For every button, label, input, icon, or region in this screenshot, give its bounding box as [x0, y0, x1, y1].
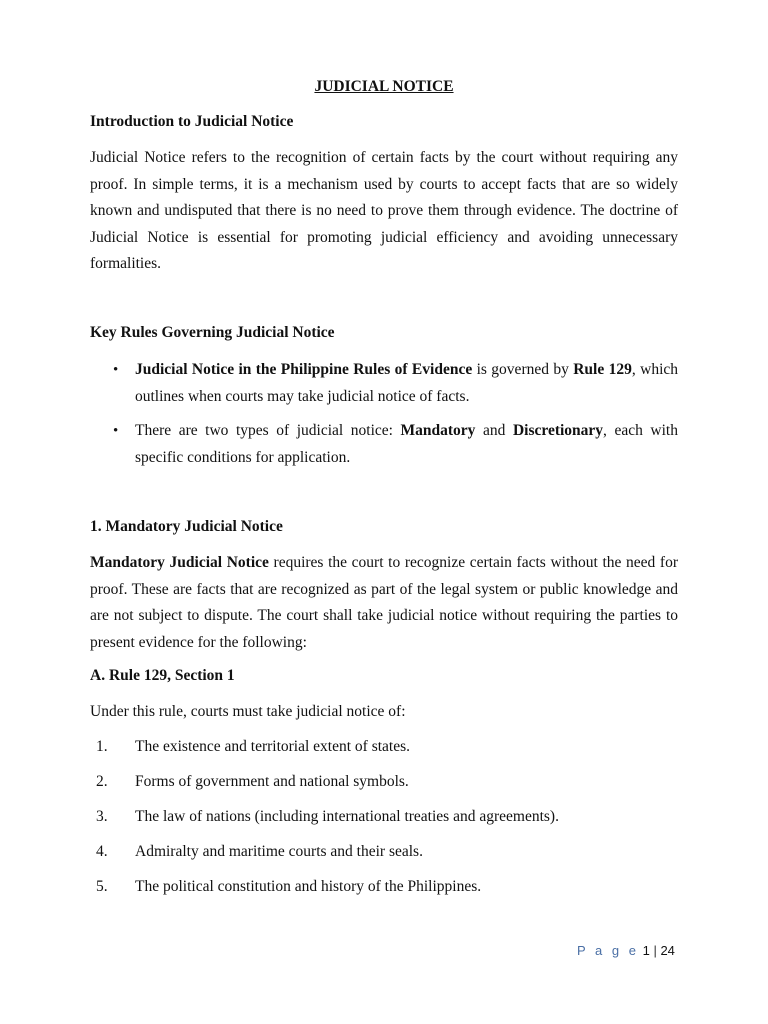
intro-paragraph: Judicial Notice refers to the recognition of certain facts by the court without requiring any proof. In simple terms, it is a mechanism used by courts to accept facts that are so widely known and undisputed that there is no need to prove them through evidence. The doctrine of Judicial Notice is essential for promoting judicial efficiency and avoiding unnecessary formalities.: [90, 149, 678, 272]
total-pages: 24: [660, 943, 675, 958]
list-item: 2. Forms of government and national symbols.: [96, 773, 409, 790]
section-a-lead: Under this rule, courts must take judicial notice of:: [90, 703, 406, 720]
mandatory-paragraph: Mandatory Judicial Notice requires the court to recognize certain facts without the need for proof. These are facts that are recognized as part of the legal system or public knowledge and are not subject to dispute. The court shall take judicial notice without requiring the parties to present evidence for the following:: [90, 554, 678, 651]
intro-heading: Introduction to Judicial Notice: [90, 113, 294, 130]
bullet-bold-text: Judicial Notice in the Philippine Rules of Evidence: [135, 361, 473, 378]
list-item: 4. Admiralty and maritime courts and their seals.: [96, 843, 423, 860]
bullet-rule-129: • Judicial Notice in the Philippine Rules of Evidence is governed by Rule 129, which outlines when courts may take judicial notice of facts.: [135, 357, 678, 410]
key-rules-heading: Key Rules Governing Judicial Notice: [90, 324, 335, 341]
bullet-icon: •: [113, 423, 119, 439]
list-item: 3. The law of nations (including international treaties and agreements).: [96, 808, 559, 825]
page-separator: |: [649, 943, 661, 958]
page-label: P a g e: [577, 943, 639, 958]
page-title: JUDICIAL NOTICE: [314, 78, 454, 95]
section-a-heading: A. Rule 129, Section 1: [90, 667, 235, 684]
list-item: 1. The existence and territorial extent of states.: [96, 738, 411, 755]
bullet-icon: •: [113, 362, 119, 378]
mandatory-heading: 1. Mandatory Judicial Notice: [90, 518, 283, 535]
page-number-footer: [577, 943, 675, 958]
bullet-types: • There are two types of judicial notice: Mandatory and Discretionary, each with specific conditions for application.: [135, 418, 678, 471]
list-item: 5. The political constitution and history of the Philippines.: [96, 878, 482, 895]
current-page: 1: [642, 943, 650, 958]
